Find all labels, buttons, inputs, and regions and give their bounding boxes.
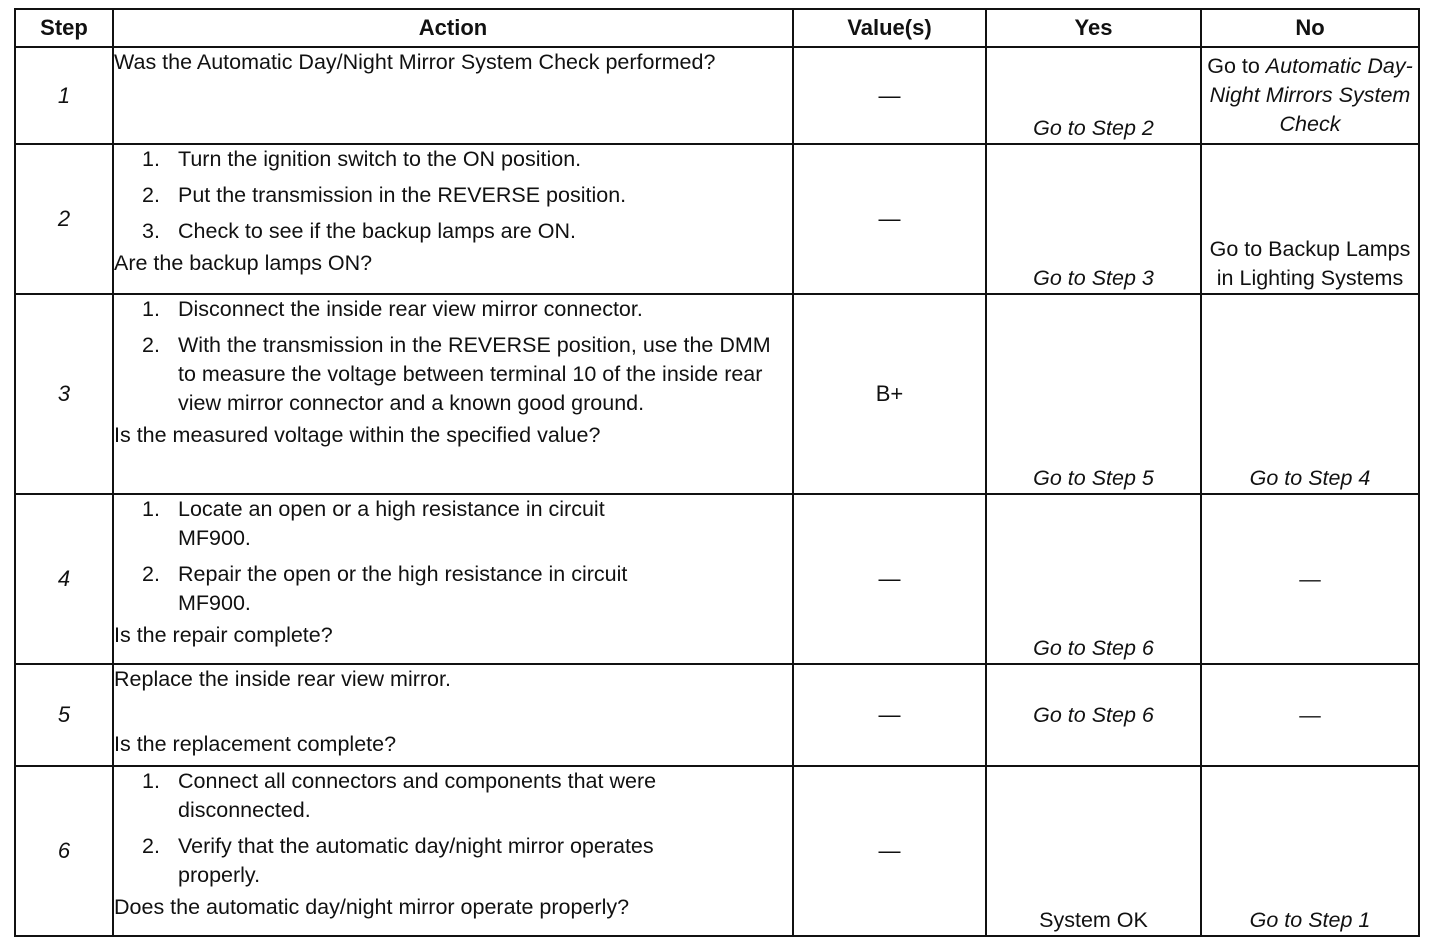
header-yes: Yes: [986, 9, 1201, 47]
header-no: No: [1201, 9, 1419, 47]
no-cell: Go to Step 1: [1201, 766, 1419, 936]
item-number: 2.: [142, 333, 160, 357]
item-text: Disconnect the inside rear view mirror connector.: [178, 297, 643, 321]
yes-cell: Go to Step 5: [986, 294, 1201, 494]
action-cell: [113, 294, 793, 494]
item-text: Check to see if the backup lamps are ON.: [178, 219, 576, 243]
table-row: [15, 766, 1419, 936]
table-row: [15, 494, 1419, 664]
table-row: [15, 47, 1419, 144]
value-cell: —: [793, 664, 986, 766]
instruction-item: [114, 181, 792, 210]
table-row: [15, 144, 1419, 294]
value-cell: —: [793, 494, 986, 664]
header-row: [15, 9, 1419, 47]
instruction-item: [114, 331, 792, 418]
instruction-item: [114, 495, 662, 553]
instruction-list: [114, 145, 792, 246]
value-cell: —: [793, 47, 986, 144]
instruction-item: [114, 295, 792, 324]
item-text: With the transmission in the REVERSE position, use the DMM to measure the voltage between terminal 10 of the inside rear view mirror connector and a known good ground.: [178, 333, 771, 415]
action-cell: [113, 494, 793, 664]
instruction-list: [114, 495, 792, 618]
question-text: Are the backup lamps ON?: [114, 251, 373, 275]
no-prefix: Go to: [1207, 54, 1266, 78]
item-text: Turn the ignition switch to the ON position.: [178, 147, 582, 171]
step-number: 4: [15, 494, 113, 664]
instruction-item: [114, 832, 732, 890]
header-step: Step: [15, 9, 113, 47]
value-cell: —: [793, 766, 986, 936]
step-number: 2: [15, 144, 113, 294]
item-text: Connect all connectors and components that were disconnected.: [178, 769, 657, 822]
item-number: 2.: [142, 562, 160, 586]
no-cell: Go to Backup Lamps in Lighting Systems: [1201, 144, 1419, 294]
yes-cell: Go to Step 2: [986, 47, 1201, 144]
no-cell: —: [1201, 494, 1419, 664]
yes-cell: Go to Step 6: [986, 494, 1201, 664]
value-cell: B+: [793, 294, 986, 494]
item-text: Put the transmission in the REVERSE position.: [178, 183, 627, 207]
action-cell: [113, 664, 793, 766]
item-number: 3.: [142, 219, 160, 243]
step-number: 3: [15, 294, 113, 494]
item-text: Locate an open or a high resistance in circuit MF900.: [178, 497, 605, 550]
instruction-item: [114, 145, 792, 174]
item-text: Verify that the automatic day/night mirror operates properly.: [178, 834, 654, 887]
diagnostic-table: [14, 8, 1420, 937]
question-text: Is the repair complete?: [114, 623, 333, 647]
item-number: 1.: [142, 147, 160, 171]
no-cell: [1201, 47, 1419, 144]
item-text: Repair the open or the high resistance in circuit MF900.: [178, 562, 628, 615]
instruction-item: [114, 217, 792, 246]
question-text: Does the automatic day/night mirror operate properly?: [114, 895, 630, 919]
action-cell: [113, 766, 793, 936]
question-text: Is the measured voltage within the specified value?: [114, 423, 601, 447]
instruction-item: [114, 560, 662, 618]
yes-cell: Go to Step 6: [986, 664, 1201, 766]
no-italic: Automatic Day-Night Mirrors System Check: [1209, 54, 1413, 136]
yes-cell: Go to Step 3: [986, 144, 1201, 294]
instruction-text: Replace the inside rear view mirror.: [114, 667, 451, 691]
action-cell: [113, 144, 793, 294]
table-row: [15, 294, 1419, 494]
table-row: [15, 664, 1419, 766]
instruction-list: [114, 767, 792, 890]
question-text: Was the Automatic Day/Night Mirror System Check performed?: [114, 50, 716, 74]
step-number: 6: [15, 766, 113, 936]
no-cell: —: [1201, 664, 1419, 766]
value-cell: —: [793, 144, 986, 294]
header-action: Action: [113, 9, 793, 47]
item-number: 1.: [142, 769, 160, 793]
item-number: 1.: [142, 497, 160, 521]
step-number: 5: [15, 664, 113, 766]
yes-cell: System OK: [986, 766, 1201, 936]
item-number: 2.: [142, 183, 160, 207]
header-values: Value(s): [793, 9, 986, 47]
step-number: 1: [15, 47, 113, 144]
item-number: 2.: [142, 834, 160, 858]
instruction-item: [114, 767, 732, 825]
instruction-list: [114, 295, 792, 418]
item-number: 1.: [142, 297, 160, 321]
action-cell: [113, 47, 793, 144]
no-cell: Go to Step 4: [1201, 294, 1419, 494]
question-text: Is the replacement complete?: [114, 732, 397, 756]
